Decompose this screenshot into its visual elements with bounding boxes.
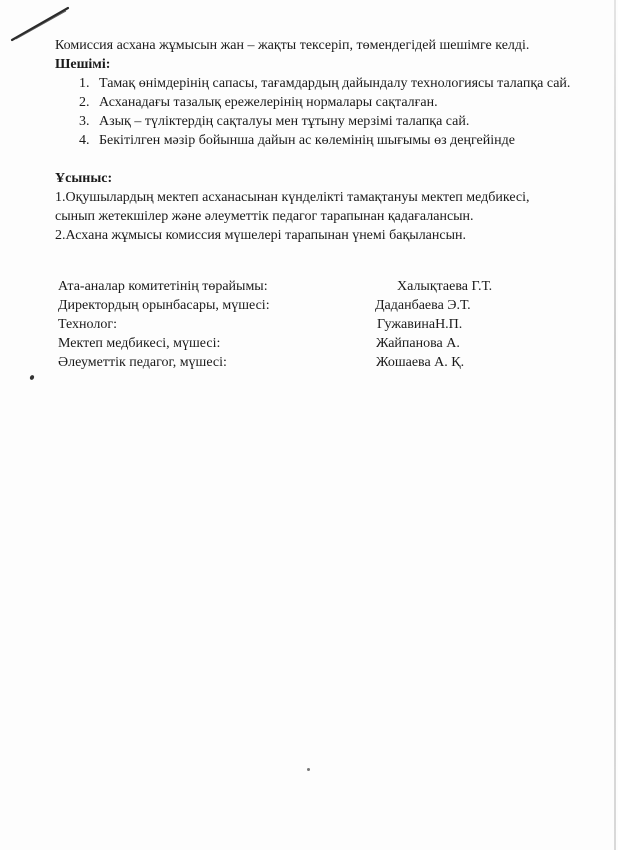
proposal-block xyxy=(55,188,595,245)
proposal-line: 1.Оқушылардың мектеп асханасынан күнделікті тамақтануы мектеп медбикесі, xyxy=(55,190,530,205)
scan-edge-shadow xyxy=(614,0,616,850)
signature-name: Халықтаева Г.Т. xyxy=(397,279,493,294)
signature-row xyxy=(58,279,578,298)
intro-text: Комиссия асхана жұмысын жан – жақты тексеріп, төмендегідей шешімге келді. xyxy=(55,38,530,53)
decision-item: 1. Тамақ өнімдерінің сапасы, тағамдардың дайындалу технологиясы талапқа сай. xyxy=(93,74,595,93)
document-body xyxy=(55,36,595,245)
decision-item: 4. Бекітілген мәзір бойынша дайын ас көлемінің шығымы өз деңгейінде xyxy=(93,131,595,150)
decision-list xyxy=(55,74,595,150)
signature-name: Даданбаева Э.Т. xyxy=(375,298,471,313)
decision-item: 3. Азық – түліктердің сақталуы мен тұтыну мерзімі талапқа сай. xyxy=(93,112,595,131)
decision-item: 2. Асханадағы тазалық ережелерінің нормалары сақталған. xyxy=(93,93,595,112)
proposal-line: 2.Асхана жұмысы комиссия мүшелері тарапынан үнемі бақылансын. xyxy=(55,228,466,243)
signature-row xyxy=(58,317,578,336)
signature-name: ГужавинаН.П. xyxy=(377,317,463,332)
signature-row xyxy=(58,355,578,374)
signature-name: Жайпанова А. xyxy=(376,336,460,351)
signature-role: Ата-аналар комитетінің төрайымы: xyxy=(58,279,268,294)
scan-speck xyxy=(29,374,35,380)
signature-role: Директордың орынбасары, мүшесі: xyxy=(58,298,270,313)
signature-role: Технолог: xyxy=(58,317,117,332)
signature-role: Әлеуметтік педагог, мүшесі: xyxy=(58,355,227,370)
signature-role: Мектеп медбикесі, мүшесі: xyxy=(58,336,221,351)
scan-speck xyxy=(307,768,310,771)
signature-block xyxy=(58,279,578,374)
proposal-heading: Ұсыныс: xyxy=(55,171,113,186)
signature-row xyxy=(58,298,578,317)
proposal-line: сынып жетекшілер және әлеуметтік педагог тарапынан қадағалансын. xyxy=(55,209,474,224)
signature-row xyxy=(58,336,578,355)
signature-name: Жошаева А. Қ. xyxy=(376,355,465,370)
decision-heading: Шешімі: xyxy=(55,57,111,72)
